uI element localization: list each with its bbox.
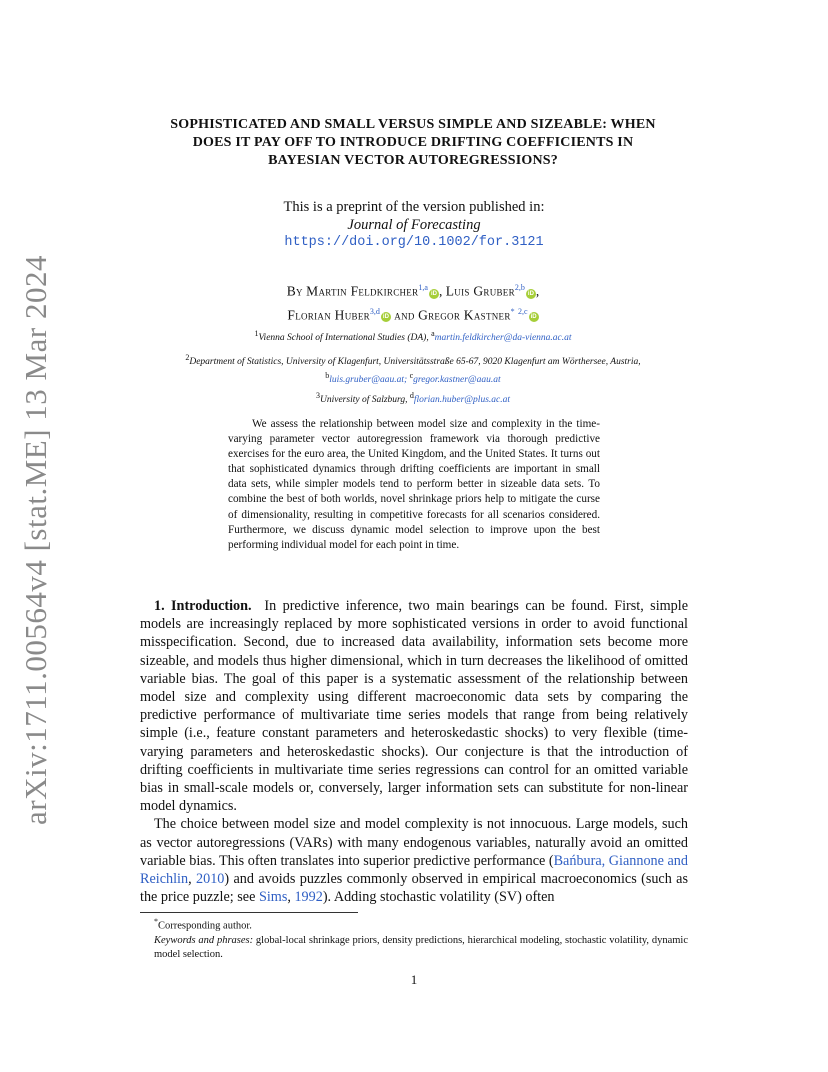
preprint-line: This is a preprint of the version published in:	[283, 199, 545, 215]
mail-sup: c	[409, 371, 414, 381]
and-label: and	[394, 307, 415, 322]
section-heading: 1. Introduction.	[154, 598, 252, 614]
affiliation-3	[110, 389, 716, 407]
paper-title	[130, 116, 696, 170]
affil-number: 3	[316, 391, 320, 400]
paragraph-text: In predictive inference, two main bearings can be found. First, simple models are increasingly replaced by more sophisticated versions in order to avoid functional misspecification. Second, due to increased data availability, information sets become more sizeable, and models thus higher dimensional, which in turn decreases the likelihood of omitted variable bias. The goal of this paper is a systematic assessment of the relationship between model size and complexity using different macroeconomic data sets by comparing the predictive performance of multivariate time series models that range from being relatively simple (i.e., feature constant parameters and heteroskedastic shocks) to very flexible (time-varying parameters and heteroskedastic shocks). Our conjecture is that the introduction of drifting coefficients in multivariate time series regressions can control for an omitted variable bias in small-scale models or, conversely, larger information sets can substitute for non-linear model dynamics.	[140, 598, 689, 815]
abstract: We assess the relationship between model size and complexity in the time-varying parameter vector autoregression framework via thorough predictive exercises for the euro area, the United Kingdom, and the United States. It turns out that sophisticated dynamics through drifting coefficients are important in small data sets, while simpler models tend to perform better in sizeable data sets. To combine the best of both worlds, novel shrinkage priors help to mitigate the curse of dimensionality, resulting in competitive forecasts for all scenarios considered. Furthermore, we discuss dynamic model selection to improve upon the best performing individual model for each point in time.	[228, 418, 600, 551]
journal-name: Journal of Forecasting	[347, 217, 481, 233]
keywords-footnote	[140, 934, 688, 962]
author-list	[130, 278, 696, 325]
email-link[interactable]: florian.huber@plus.ac.at	[413, 395, 510, 406]
paragraph-text: The choice between model size and model complexity is not innocuous. Large models, such as vector autoregressions (VARs) with many endogenous variables, naturally avoid an omitted variable bias. This often translates into superior predictive performance (	[140, 816, 688, 869]
keywords-label: Keywords and phrases:	[154, 934, 254, 946]
footnote-star: *	[154, 917, 158, 926]
mail-sup: d	[409, 391, 414, 400]
footnote-divider	[140, 912, 358, 913]
author-line-2	[130, 302, 696, 326]
author-affil-sup[interactable]: 3,d	[369, 306, 380, 316]
footnote-text: Corresponding author.	[158, 920, 252, 932]
orcid-icon[interactable]: iD	[527, 290, 534, 297]
affil-text: Vienna School of International Studies (DA),	[258, 333, 429, 344]
orcid-icon[interactable]: iD	[530, 314, 537, 320]
email-link[interactable]: luis.gruber@aau.at;	[329, 375, 408, 386]
intro-paragraph-1	[140, 597, 688, 815]
author-affil-sup[interactable]: 1,a	[418, 283, 428, 292]
paragraph-text: ). Adding stochastic volatility (SV) often	[322, 889, 555, 906]
title-line-1: SOPHISTICATED AND SMALL VERSUS SIMPLE AND SIZEABLE: WHEN	[170, 117, 656, 132]
title-line-3: BAYESIAN VECTOR AUTOREGRESSIONS?	[268, 153, 558, 168]
author-name-huber: Florian Huber	[287, 307, 370, 322]
author-affil-sup[interactable]: 2,b	[514, 283, 525, 292]
citation-link[interactable]: Bańbura, Giannone and Reichlin	[140, 852, 688, 888]
citation-link[interactable]: Sims	[258, 889, 288, 906]
author-line-1: By Martin Feldkircher$^{1,a}$iD , Luis Gruber$^{2,b}$iD ,	[286, 283, 540, 299]
affil-number: 2	[185, 353, 190, 362]
title-line-2: DOES IT PAY OFF TO INTRODUCE DRIFTING COEFFICIENTS IN	[192, 135, 634, 150]
orcid-icon[interactable]: iD	[382, 314, 389, 320]
affil-text: University of Salzburg,	[320, 395, 408, 406]
keywords-text: global-local shrinkage priors, density predictions, hierarchical modeling, stochastic volatility, dynamic model selection.	[154, 934, 689, 960]
email-link[interactable]: martin.feldkircher@da-vienna.ac.at	[434, 333, 572, 344]
introduction-section	[140, 597, 688, 906]
affiliation-1	[110, 327, 716, 345]
mail-sup: a	[431, 329, 435, 338]
intro-paragraph-2	[140, 815, 688, 906]
by-label: By	[286, 283, 303, 299]
corresponding-star[interactable]: *	[510, 306, 515, 316]
doi-link[interactable]: https://doi.org/10.1002/for.3121	[284, 235, 544, 250]
affil-text: Department of Statistics, University of Klagenfurt, Universitätsstraße 65-67, 9020 Klagenfurt am Wörthersee, Austria,	[189, 357, 641, 368]
footnotes	[140, 915, 688, 962]
arxiv-identifier-sidebar: arXiv:1711.00564v4 [stat.ME] 13 Mar 2024	[18, 255, 53, 825]
mail-sup: b	[325, 371, 330, 381]
author-name-gruber: Luis Gruber	[445, 283, 515, 299]
citation-link[interactable]: 1992	[294, 889, 323, 906]
preprint-notice	[214, 198, 614, 252]
corresponding-footnote	[140, 915, 688, 934]
email-link[interactable]: gregor.kastner@aau.at	[413, 375, 501, 386]
paragraph-text: ) and avoids puzzles commonly observed in empirical macroeconomics (such as the price puzzle; see	[140, 871, 689, 906]
affiliation-2	[110, 351, 716, 387]
page-number: 1	[410, 972, 418, 987]
affil-number: 1	[254, 329, 259, 338]
author-name-feldkircher: Martin Feldkircher	[306, 283, 419, 299]
citation-link[interactable]: 2010	[196, 871, 225, 888]
author-affil-sup[interactable]: 2,c	[518, 306, 528, 316]
orcid-icon[interactable]: iD	[430, 290, 437, 297]
paragraph-text: ,	[188, 871, 196, 888]
paragraph-text: ,	[287, 889, 295, 906]
author-name-kastner: Gregor Kastner	[418, 307, 511, 322]
